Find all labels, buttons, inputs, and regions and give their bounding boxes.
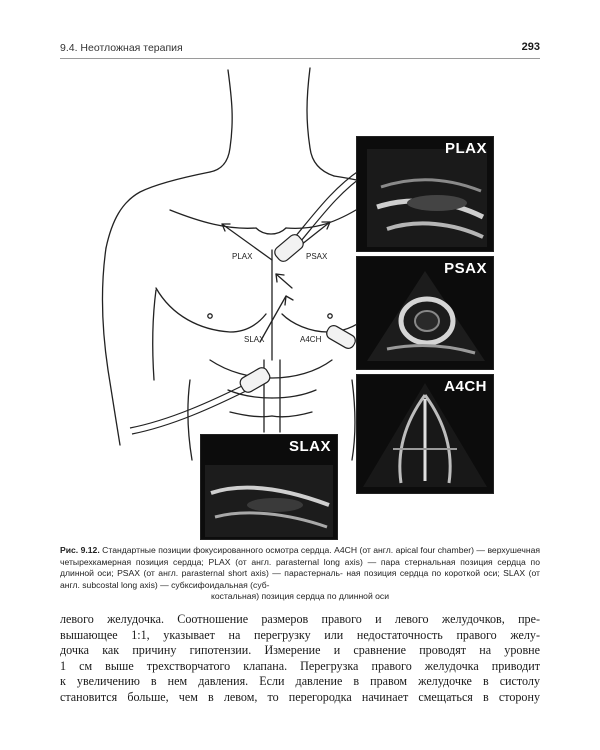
- body-label-slax: SLAX: [244, 335, 265, 344]
- echo-label-psax: PSAX: [444, 260, 487, 277]
- figure-9-12: [60, 60, 540, 540]
- body-line-1: левого желудочка. Соотношение размеров правого и левого желудочков, пре-: [60, 612, 540, 626]
- page-header: [60, 40, 540, 59]
- body-line-4: 1 см выше трехстворчатого клапана. Перегрузка правого желудочка приводит: [60, 658, 540, 673]
- body-line-2: вышающее 1:1, указывает на перегрузку или недостаточность правого желу-: [60, 627, 540, 642]
- body-label-a4ch: A4CH: [300, 335, 322, 344]
- caption-line-1: Стандартные позиции фокусированного осмотра сердца. A4CH (от англ. apical four: [102, 545, 436, 555]
- echo-panel-a4ch: [356, 374, 494, 494]
- body-paragraph: [60, 612, 540, 705]
- body-line-6: становится больше, чем в левом, то перегородка начинает смещаться в сторону: [60, 689, 540, 704]
- body-label-plax: PLAX: [232, 252, 253, 261]
- running-title: 9.4. Неотложная терапия: [60, 42, 183, 54]
- figure-caption: [60, 545, 540, 603]
- caption-line-2: chamber) — верхушечная четырехкамерная позиция сердца; PLAX (от англ. parasternal long axis) — пара: [60, 545, 541, 567]
- echo-label-plax: PLAX: [444, 140, 487, 157]
- page-number: 293: [521, 41, 540, 53]
- caption-line-3: стернальная позиция сердца по длинной оси; PSAX (от англ. parasternal short axis) — парастерналь-: [60, 556, 540, 579]
- body-line-5: к увеличению в нем давления. Если давление в правом желудочке в систолу: [60, 674, 540, 688]
- echo-label-a4ch: A4CH: [444, 378, 487, 395]
- caption-line-4: ная позиция сердца по короткой оси; SLAX (от англ. subcostal long axis) — субксифоидальная (суб-: [60, 568, 540, 590]
- body-label-psax: PSAX: [306, 252, 328, 261]
- body-line-3: дочка как причину гипотензии. Измерение и сравнение проводят на уровне: [60, 643, 540, 657]
- caption-lead: Рис. 9.12.: [60, 545, 100, 555]
- echo-label-slax: SLAX: [288, 438, 331, 455]
- echo-panel-psax: [356, 256, 494, 370]
- caption-line-5: костальная) позиция сердца по длинной оси: [210, 591, 390, 602]
- echo-panel-slax: [200, 434, 338, 540]
- echo-panel-plax: [356, 136, 494, 252]
